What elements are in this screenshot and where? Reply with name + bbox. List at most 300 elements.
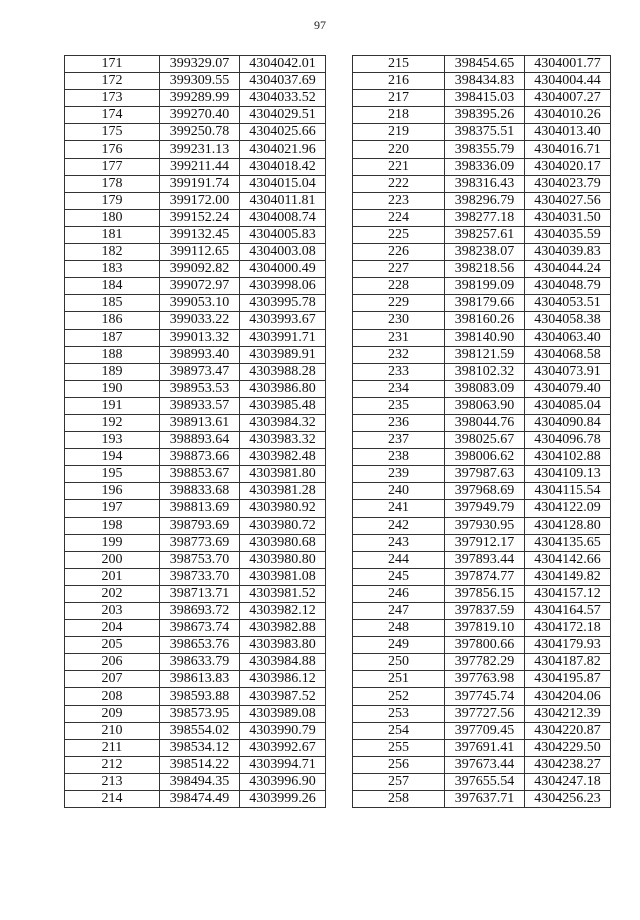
x-coordinate-cell: 398415.03: [445, 90, 525, 107]
x-coordinate-cell: 398179.66: [445, 295, 525, 312]
y-coordinate-cell: 4304029.51: [240, 107, 326, 124]
point-number-cell: 207: [65, 671, 160, 688]
y-coordinate-cell: 4304048.79: [525, 278, 611, 295]
table-row: [353, 773, 611, 790]
y-coordinate-cell: 4304042.01: [240, 56, 326, 73]
point-number-cell: 256: [353, 756, 445, 773]
table-row: [65, 312, 326, 329]
table-row: [65, 739, 326, 756]
y-coordinate-cell: 4303998.06: [240, 278, 326, 295]
table-row: [353, 722, 611, 739]
x-coordinate-cell: 398613.83: [160, 671, 240, 688]
table-row: [353, 756, 611, 773]
x-coordinate-cell: 399092.82: [160, 261, 240, 278]
x-coordinate-cell: 398833.68: [160, 483, 240, 500]
point-number-cell: 252: [353, 688, 445, 705]
x-coordinate-cell: 399152.24: [160, 209, 240, 226]
table-row: [65, 209, 326, 226]
point-number-cell: 197: [65, 500, 160, 517]
x-coordinate-cell: 397782.29: [445, 654, 525, 671]
point-number-cell: 181: [65, 226, 160, 243]
point-number-cell: 209: [65, 705, 160, 722]
point-number-cell: 221: [353, 158, 445, 175]
y-coordinate-cell: 4303980.92: [240, 500, 326, 517]
point-number-cell: 222: [353, 175, 445, 192]
point-number-cell: 257: [353, 773, 445, 790]
point-number-cell: 214: [65, 791, 160, 808]
point-number-cell: 174: [65, 107, 160, 124]
x-coordinate-cell: 398140.90: [445, 329, 525, 346]
point-number-cell: 186: [65, 312, 160, 329]
y-coordinate-cell: 4304256.23: [525, 791, 611, 808]
table-row: [65, 534, 326, 551]
table-row: [353, 688, 611, 705]
y-coordinate-cell: 4303982.88: [240, 620, 326, 637]
table-row: [353, 739, 611, 756]
x-coordinate-cell: 398257.61: [445, 226, 525, 243]
y-coordinate-cell: 4304039.83: [525, 244, 611, 261]
table-row: [353, 141, 611, 158]
y-coordinate-cell: 4303981.28: [240, 483, 326, 500]
table-row: [65, 620, 326, 637]
y-coordinate-cell: 4304135.65: [525, 534, 611, 551]
y-coordinate-cell: 4303988.28: [240, 363, 326, 380]
x-coordinate-cell: 398773.69: [160, 534, 240, 551]
y-coordinate-cell: 4303995.78: [240, 295, 326, 312]
point-number-cell: 200: [65, 551, 160, 568]
point-number-cell: 220: [353, 141, 445, 158]
y-coordinate-cell: 4304008.74: [240, 209, 326, 226]
x-coordinate-cell: 399211.44: [160, 158, 240, 175]
point-number-cell: 178: [65, 175, 160, 192]
table-row: [65, 688, 326, 705]
y-coordinate-cell: 4303982.48: [240, 449, 326, 466]
table-row: [353, 107, 611, 124]
point-number-cell: 201: [65, 568, 160, 585]
table-row: [65, 483, 326, 500]
y-coordinate-cell: 4304079.40: [525, 380, 611, 397]
y-coordinate-cell: 4303983.32: [240, 432, 326, 449]
x-coordinate-cell: 398534.12: [160, 739, 240, 756]
point-number-cell: 212: [65, 756, 160, 773]
y-coordinate-cell: 4304073.91: [525, 363, 611, 380]
point-number-cell: 226: [353, 244, 445, 261]
x-coordinate-cell: 398554.02: [160, 722, 240, 739]
point-number-cell: 182: [65, 244, 160, 261]
table-row: [353, 363, 611, 380]
x-coordinate-cell: 398494.35: [160, 773, 240, 790]
y-coordinate-cell: 4303989.91: [240, 346, 326, 363]
y-coordinate-cell: 4303984.32: [240, 414, 326, 431]
table-row: [353, 175, 611, 192]
x-coordinate-cell: 397763.98: [445, 671, 525, 688]
table-row: [65, 363, 326, 380]
point-number-cell: 202: [65, 585, 160, 602]
point-number-cell: 180: [65, 209, 160, 226]
point-number-cell: 227: [353, 261, 445, 278]
y-coordinate-cell: 4304015.04: [240, 175, 326, 192]
y-coordinate-cell: 4303983.80: [240, 637, 326, 654]
y-coordinate-cell: 4304021.96: [240, 141, 326, 158]
table-row: [65, 158, 326, 175]
x-coordinate-cell: 398813.69: [160, 500, 240, 517]
table-row: [353, 791, 611, 808]
point-number-cell: 241: [353, 500, 445, 517]
table-row: [353, 346, 611, 363]
table-row: [65, 551, 326, 568]
table-row: [65, 585, 326, 602]
y-coordinate-cell: 4304044.24: [525, 261, 611, 278]
x-coordinate-cell: 398238.07: [445, 244, 525, 261]
x-coordinate-cell: 398218.56: [445, 261, 525, 278]
table-row: [65, 671, 326, 688]
x-coordinate-cell: 397987.63: [445, 466, 525, 483]
table-row: [65, 722, 326, 739]
point-number-cell: 187: [65, 329, 160, 346]
x-coordinate-cell: 399072.97: [160, 278, 240, 295]
x-coordinate-cell: 398653.76: [160, 637, 240, 654]
y-coordinate-cell: 4304020.17: [525, 158, 611, 175]
point-number-cell: 249: [353, 637, 445, 654]
x-coordinate-cell: 397727.56: [445, 705, 525, 722]
x-coordinate-cell: 397874.77: [445, 568, 525, 585]
point-number-cell: 172: [65, 73, 160, 90]
point-number-cell: 183: [65, 261, 160, 278]
table-row: [65, 773, 326, 790]
point-number-cell: 255: [353, 739, 445, 756]
table-row: [353, 432, 611, 449]
point-number-cell: 192: [65, 414, 160, 431]
table-row: [353, 56, 611, 73]
table-row: [353, 671, 611, 688]
point-number-cell: 219: [353, 124, 445, 141]
table-row: [353, 380, 611, 397]
y-coordinate-cell: 4304090.84: [525, 414, 611, 431]
y-coordinate-cell: 4304011.81: [240, 192, 326, 209]
point-number-cell: 213: [65, 773, 160, 790]
table-row: [65, 90, 326, 107]
point-number-cell: 179: [65, 192, 160, 209]
y-coordinate-cell: 4304212.39: [525, 705, 611, 722]
y-coordinate-cell: 4304149.82: [525, 568, 611, 585]
x-coordinate-cell: 397949.79: [445, 500, 525, 517]
point-number-cell: 184: [65, 278, 160, 295]
x-coordinate-cell: 398375.51: [445, 124, 525, 141]
table-row: [65, 278, 326, 295]
point-number-cell: 204: [65, 620, 160, 637]
point-number-cell: 236: [353, 414, 445, 431]
x-coordinate-cell: 399033.22: [160, 312, 240, 329]
table-row: [353, 90, 611, 107]
table-row: [353, 278, 611, 295]
table-row: [353, 397, 611, 414]
y-coordinate-cell: 4303980.68: [240, 534, 326, 551]
point-number-cell: 195: [65, 466, 160, 483]
point-number-cell: 223: [353, 192, 445, 209]
y-coordinate-cell: 4304142.66: [525, 551, 611, 568]
point-number-cell: 245: [353, 568, 445, 585]
x-coordinate-cell: 398160.26: [445, 312, 525, 329]
table-row: [353, 551, 611, 568]
y-coordinate-cell: 4303994.71: [240, 756, 326, 773]
point-number-cell: 211: [65, 739, 160, 756]
y-coordinate-cell: 4304247.18: [525, 773, 611, 790]
x-coordinate-cell: 397655.54: [445, 773, 525, 790]
point-number-cell: 177: [65, 158, 160, 175]
y-coordinate-cell: 4304023.79: [525, 175, 611, 192]
table-row: [353, 158, 611, 175]
point-number-cell: 210: [65, 722, 160, 739]
y-coordinate-cell: 4304179.93: [525, 637, 611, 654]
y-coordinate-cell: 4303984.88: [240, 654, 326, 671]
x-coordinate-cell: 398336.09: [445, 158, 525, 175]
x-coordinate-cell: 398044.76: [445, 414, 525, 431]
point-number-cell: 173: [65, 90, 160, 107]
x-coordinate-cell: 397856.15: [445, 585, 525, 602]
point-number-cell: 216: [353, 73, 445, 90]
x-coordinate-cell: 398873.66: [160, 449, 240, 466]
y-coordinate-cell: 4304128.80: [525, 517, 611, 534]
y-coordinate-cell: 4304001.77: [525, 56, 611, 73]
x-coordinate-cell: 399309.55: [160, 73, 240, 90]
y-coordinate-cell: 4304004.44: [525, 73, 611, 90]
point-number-cell: 235: [353, 397, 445, 414]
x-coordinate-cell: 398913.61: [160, 414, 240, 431]
point-number-cell: 242: [353, 517, 445, 534]
x-coordinate-cell: 397912.17: [445, 534, 525, 551]
y-coordinate-cell: 4304164.57: [525, 603, 611, 620]
table-row: [353, 603, 611, 620]
point-number-cell: 196: [65, 483, 160, 500]
y-coordinate-cell: 4304025.66: [240, 124, 326, 141]
x-coordinate-cell: 398121.59: [445, 346, 525, 363]
x-coordinate-cell: 399329.07: [160, 56, 240, 73]
x-coordinate-cell: 397893.44: [445, 551, 525, 568]
y-coordinate-cell: 4303999.26: [240, 791, 326, 808]
table-row: [65, 73, 326, 90]
x-coordinate-cell: 397819.10: [445, 620, 525, 637]
y-coordinate-cell: 4304102.88: [525, 449, 611, 466]
point-number-cell: 238: [353, 449, 445, 466]
table-row: [65, 500, 326, 517]
y-coordinate-cell: 4304003.08: [240, 244, 326, 261]
point-number-cell: 232: [353, 346, 445, 363]
table-row: [65, 432, 326, 449]
x-coordinate-cell: 399013.32: [160, 329, 240, 346]
table-row: [353, 192, 611, 209]
point-number-cell: 240: [353, 483, 445, 500]
x-coordinate-cell: 397673.44: [445, 756, 525, 773]
table-row: [353, 585, 611, 602]
table-row: [65, 449, 326, 466]
table-row: [65, 329, 326, 346]
y-coordinate-cell: 4303989.08: [240, 705, 326, 722]
x-coordinate-cell: 398006.62: [445, 449, 525, 466]
point-number-cell: 237: [353, 432, 445, 449]
table-row: [353, 654, 611, 671]
y-coordinate-cell: 4304035.59: [525, 226, 611, 243]
table-row: [65, 791, 326, 808]
point-number-cell: 233: [353, 363, 445, 380]
table-row: [353, 568, 611, 585]
y-coordinate-cell: 4303981.80: [240, 466, 326, 483]
x-coordinate-cell: 398953.53: [160, 380, 240, 397]
point-number-cell: 185: [65, 295, 160, 312]
table-row: [65, 295, 326, 312]
table-row: [65, 261, 326, 278]
point-number-cell: 250: [353, 654, 445, 671]
x-coordinate-cell: 398454.65: [445, 56, 525, 73]
x-coordinate-cell: 398753.70: [160, 551, 240, 568]
point-number-cell: 230: [353, 312, 445, 329]
table-row: [353, 534, 611, 551]
point-number-cell: 190: [65, 380, 160, 397]
table-row: [353, 261, 611, 278]
point-number-cell: 234: [353, 380, 445, 397]
x-coordinate-cell: 398673.74: [160, 620, 240, 637]
x-coordinate-cell: 398434.83: [445, 73, 525, 90]
table-row: [65, 603, 326, 620]
y-coordinate-cell: 4304000.49: [240, 261, 326, 278]
y-coordinate-cell: 4304058.38: [525, 312, 611, 329]
y-coordinate-cell: 4303996.90: [240, 773, 326, 790]
table-row: [65, 756, 326, 773]
y-coordinate-cell: 4304005.83: [240, 226, 326, 243]
table-row: [353, 637, 611, 654]
point-number-cell: 229: [353, 295, 445, 312]
point-number-cell: 228: [353, 278, 445, 295]
y-coordinate-cell: 4303982.12: [240, 603, 326, 620]
point-number-cell: 208: [65, 688, 160, 705]
point-number-cell: 215: [353, 56, 445, 73]
y-coordinate-cell: 4303990.79: [240, 722, 326, 739]
y-coordinate-cell: 4304195.87: [525, 671, 611, 688]
point-number-cell: 205: [65, 637, 160, 654]
table-row: [65, 226, 326, 243]
point-number-cell: 243: [353, 534, 445, 551]
x-coordinate-cell: 399270.40: [160, 107, 240, 124]
table-row: [353, 244, 611, 261]
table-row: [65, 141, 326, 158]
point-number-cell: 189: [65, 363, 160, 380]
y-coordinate-cell: 4304172.18: [525, 620, 611, 637]
y-coordinate-cell: 4303981.08: [240, 568, 326, 585]
table-row: [353, 124, 611, 141]
point-number-cell: 193: [65, 432, 160, 449]
table-row: [353, 226, 611, 243]
coordinate-table-left: [64, 55, 326, 808]
table-row: [65, 637, 326, 654]
y-coordinate-cell: 4304053.51: [525, 295, 611, 312]
x-coordinate-cell: 398296.79: [445, 192, 525, 209]
y-coordinate-cell: 4304115.54: [525, 483, 611, 500]
x-coordinate-cell: 397637.71: [445, 791, 525, 808]
x-coordinate-cell: 397837.59: [445, 603, 525, 620]
table-row: [353, 466, 611, 483]
table-row: [353, 329, 611, 346]
table-row: [65, 414, 326, 431]
point-number-cell: 199: [65, 534, 160, 551]
point-number-cell: 253: [353, 705, 445, 722]
y-coordinate-cell: 4304037.69: [240, 73, 326, 90]
table-row: [353, 209, 611, 226]
table-row: [65, 346, 326, 363]
x-coordinate-cell: 397968.69: [445, 483, 525, 500]
table-row: [65, 568, 326, 585]
table-row: [65, 244, 326, 261]
x-coordinate-cell: 398593.88: [160, 688, 240, 705]
x-coordinate-cell: 399191.74: [160, 175, 240, 192]
y-coordinate-cell: 4304027.56: [525, 192, 611, 209]
x-coordinate-cell: 398713.71: [160, 585, 240, 602]
x-coordinate-cell: 399231.13: [160, 141, 240, 158]
y-coordinate-cell: 4304018.42: [240, 158, 326, 175]
x-coordinate-cell: 398277.18: [445, 209, 525, 226]
table-row: [353, 620, 611, 637]
point-number-cell: 206: [65, 654, 160, 671]
point-number-cell: 251: [353, 671, 445, 688]
table-row: [353, 295, 611, 312]
y-coordinate-cell: 4303987.52: [240, 688, 326, 705]
y-coordinate-cell: 4304007.27: [525, 90, 611, 107]
y-coordinate-cell: 4303991.71: [240, 329, 326, 346]
y-coordinate-cell: 4304010.26: [525, 107, 611, 124]
y-coordinate-cell: 4304063.40: [525, 329, 611, 346]
x-coordinate-cell: 397745.74: [445, 688, 525, 705]
x-coordinate-cell: 398853.67: [160, 466, 240, 483]
table-row: [353, 517, 611, 534]
table-row: [353, 449, 611, 466]
table-row: [65, 466, 326, 483]
point-number-cell: 176: [65, 141, 160, 158]
y-coordinate-cell: 4303981.52: [240, 585, 326, 602]
x-coordinate-cell: 399112.65: [160, 244, 240, 261]
x-coordinate-cell: 398733.70: [160, 568, 240, 585]
x-coordinate-cell: 398793.69: [160, 517, 240, 534]
table-row: [353, 483, 611, 500]
page-number: 97: [314, 18, 326, 32]
table-row: [65, 380, 326, 397]
point-number-cell: 188: [65, 346, 160, 363]
y-coordinate-cell: 4303980.80: [240, 551, 326, 568]
x-coordinate-cell: 399132.45: [160, 226, 240, 243]
x-coordinate-cell: 398514.22: [160, 756, 240, 773]
y-coordinate-cell: 4304068.58: [525, 346, 611, 363]
table-row: [353, 414, 611, 431]
y-coordinate-cell: 4304229.50: [525, 739, 611, 756]
table-row: [65, 192, 326, 209]
table-row: [65, 654, 326, 671]
x-coordinate-cell: 398893.64: [160, 432, 240, 449]
point-number-cell: 244: [353, 551, 445, 568]
point-number-cell: 248: [353, 620, 445, 637]
x-coordinate-cell: 398693.72: [160, 603, 240, 620]
x-coordinate-cell: 398573.95: [160, 705, 240, 722]
y-coordinate-cell: 4304122.09: [525, 500, 611, 517]
table-row: [65, 124, 326, 141]
x-coordinate-cell: 398102.32: [445, 363, 525, 380]
y-coordinate-cell: 4303993.67: [240, 312, 326, 329]
y-coordinate-cell: 4304187.82: [525, 654, 611, 671]
y-coordinate-cell: 4304013.40: [525, 124, 611, 141]
coordinate-table-right: [352, 55, 611, 808]
x-coordinate-cell: 398395.26: [445, 107, 525, 124]
table-row: [65, 107, 326, 124]
y-coordinate-cell: 4303980.72: [240, 517, 326, 534]
x-coordinate-cell: 398316.43: [445, 175, 525, 192]
y-coordinate-cell: 4304109.13: [525, 466, 611, 483]
point-number-cell: 191: [65, 397, 160, 414]
